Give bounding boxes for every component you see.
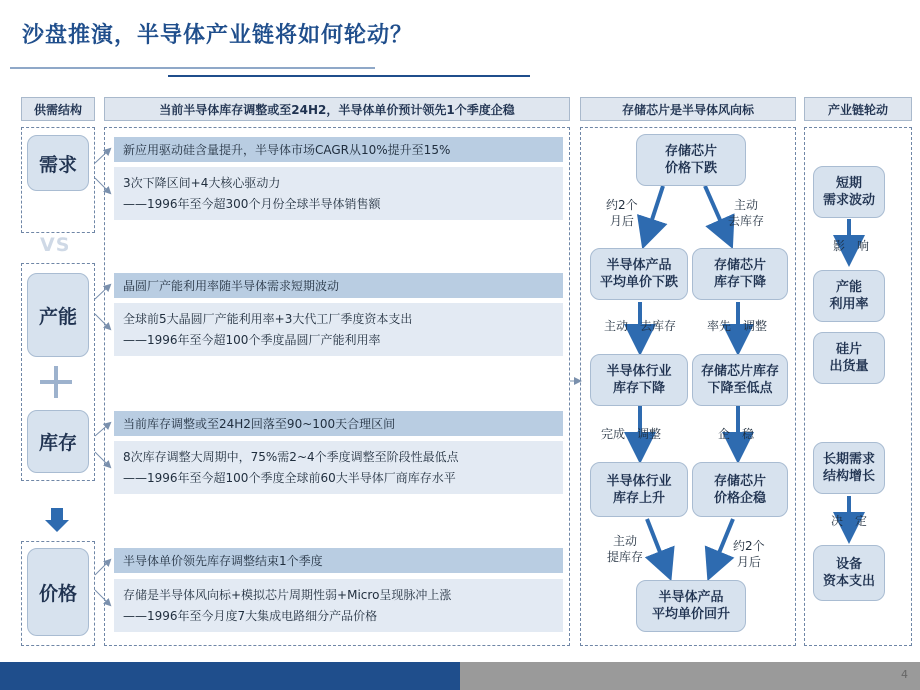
node-semi-inventory-drop: 半导体行业 库存下降 bbox=[590, 354, 688, 406]
connector-capacity-2 bbox=[95, 314, 110, 329]
connector-capacity-1 bbox=[95, 285, 110, 299]
header-storage: 存储芯片是半导体风向标 bbox=[580, 97, 796, 121]
label-affect: 影 响 bbox=[833, 239, 870, 253]
node-short-term-demand: 短期 需求波动 bbox=[813, 166, 885, 218]
label-price: 价格 bbox=[27, 548, 89, 636]
node-storage-price-drop: 存储芯片 价格下跌 bbox=[636, 134, 746, 186]
page-title: 沙盘推演，半导体产业链将如何轮动？ bbox=[22, 23, 414, 48]
header-chain: 产业链轮动 bbox=[804, 97, 912, 121]
header-supply-demand: 供需结构 bbox=[21, 97, 95, 121]
footer-bar-accent bbox=[0, 662, 460, 690]
row-inventory-head: 当前库存调整或至24H2回落至90~100天合理区间 bbox=[114, 411, 563, 436]
row-demand-head: 新应用驱动硅含量提升，半导体市场CAGR从10%提升至15% bbox=[114, 137, 563, 162]
row-demand-line2: ——1996年至今超300个月份全球半导体销售额 bbox=[123, 197, 381, 211]
node-capacity-utilization: 产能 利用率 bbox=[813, 270, 885, 322]
label-2-months-bottom: 约2个 月后 bbox=[733, 539, 765, 569]
label-stabilize: 企 稳 bbox=[718, 427, 755, 441]
node-semi-price-drop: 半导体产品 平均单价下跌 bbox=[590, 248, 688, 300]
connector-demand-2 bbox=[95, 178, 110, 193]
node-semi-inventory-rise: 半导体行业 库存上升 bbox=[590, 462, 688, 517]
row-price-line2: ——1996年至今月度7大集成电路细分产品价格 bbox=[123, 609, 378, 623]
label-adjust-done: 完成 调整 bbox=[601, 427, 662, 441]
label-demand: 需求 bbox=[27, 135, 89, 191]
row-capacity-line1: 全球前5大晶圆厂产能利用率+3大代工厂季度资本支出 bbox=[123, 312, 413, 326]
connector-price-2 bbox=[95, 590, 110, 605]
row-price-head: 半导体单价领先库存调整结束1个季度 bbox=[114, 548, 563, 573]
node-storage-price-stable: 存储芯片 价格企稳 bbox=[692, 462, 788, 517]
label-active-restock: 主动 提库存 bbox=[607, 534, 644, 564]
page-number: 4 bbox=[901, 668, 908, 681]
label-2-months-top: 约2个 月后 bbox=[606, 198, 638, 228]
node-semi-price-rebound: 半导体产品 平均单价回升 bbox=[636, 580, 746, 632]
label-determine: 决 定 bbox=[831, 514, 868, 528]
label-capacity: 产能 bbox=[27, 273, 89, 357]
label-inventory: 库存 bbox=[27, 410, 89, 473]
row-capacity-line2: ——1996年至今超100个季度晶圆厂产能利用率 bbox=[123, 333, 381, 347]
connector-inventory-1 bbox=[95, 423, 110, 436]
header-current: 当前半导体库存调整或至24H2，半导体单价预计领先1个季度企稳 bbox=[104, 97, 570, 121]
connector-demand-1 bbox=[95, 149, 110, 163]
row-inventory-line2: ——1996年至今超100个季度全球前60大半导体厂商库存水平 bbox=[123, 471, 456, 485]
connector-price-1 bbox=[95, 560, 110, 575]
label-first-adjust: 率先 调整 bbox=[707, 319, 768, 333]
connector-inventory-2 bbox=[95, 452, 110, 467]
row-price-line1: 存储是半导体风向标+模拟芯片周期性弱+Micro呈现脉冲上涨 bbox=[123, 588, 452, 602]
row-inventory-line1: 8次库存调整大周期中，75%需2~4个季度调整至阶段性最低点 bbox=[123, 450, 459, 464]
vs-label: VS bbox=[40, 234, 71, 256]
node-long-term-demand: 长期需求 结构增长 bbox=[813, 442, 885, 494]
label-active-destock-top: 主动 去库存 bbox=[728, 198, 765, 228]
row-capacity-head: 晶圆厂产能利用率随半导体需求短期波动 bbox=[114, 273, 563, 298]
node-equipment-capex: 设备 资本支出 bbox=[813, 545, 885, 601]
row-demand-line1: 3次下降区间+4大核心驱动力 bbox=[123, 176, 281, 190]
label-active-destock: 主动 去库存 bbox=[604, 319, 677, 333]
node-storage-inventory-low: 存储芯片库存 下降至低点 bbox=[692, 354, 788, 406]
node-wafer-shipments: 硅片 出货量 bbox=[813, 332, 885, 384]
node-storage-inventory-drop: 存储芯片 库存下降 bbox=[692, 248, 788, 300]
